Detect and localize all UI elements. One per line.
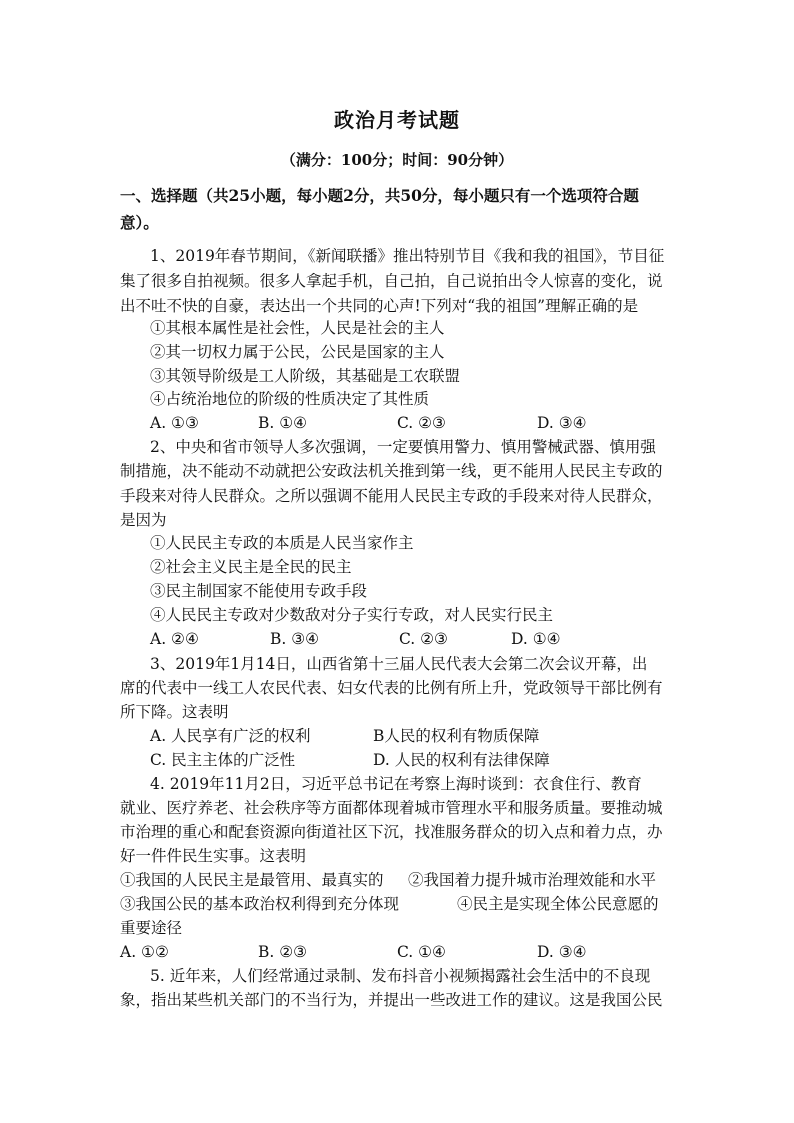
q2-item: ①人民民主专政的本质是人民当家作主 [150, 534, 414, 552]
q3-option-c: C. 民主主体的广泛性 [150, 751, 296, 769]
q1-item: ④占统治地位的阶级的性质决定了其性质 [150, 390, 430, 408]
q1-stem-line: 出不吐不快的自豪，表达出一个共同的心声!下列对“我的祖国”理解正确的是 [120, 297, 639, 315]
q1-stem-line: 集了很多自拍视频。很多人拿起手机，自己拍，自己说拍出令人惊喜的变化，说 [120, 272, 663, 290]
q1-option-c: C. ②③ [397, 414, 446, 432]
q1-option-b: B. ①④ [258, 414, 308, 432]
q1-option-a: A. ①③ [150, 414, 199, 432]
q4-item: ③我国公民的基本政治权利得到充分体现 [120, 895, 400, 913]
q4-stem-line: 好一件件民生实事。这表明 [120, 847, 307, 865]
q2-item: ②社会主义民主是全民的民主 [150, 558, 352, 576]
q2-stem-line: 手段来对待人民群众。之所以强调不能用人民民主专政的手段来对待人民群众， [120, 487, 663, 505]
q2-item: ③民主制国家不能使用专政手段 [150, 582, 368, 600]
q4-item: ④民主是实现全体公民意愿的 [457, 895, 659, 913]
q4-stem-line: 就业、医疗养老、社会秩序等方面都体现着城市管理水平和服务质量。要推动城 [120, 799, 663, 817]
q2-option-a: A. ②④ [150, 630, 199, 648]
q2-item: ④人民民主专政对少数敌对分子实行专政，对人民实行民主 [150, 606, 554, 624]
q2-stem-line: 2、中央和省市领导人多次强调，一定要慎用警力、慎用警械武器、慎用强 [150, 438, 656, 456]
q4-stem-line: 4. 2019年11月2日，习近平总书记在考察上海时谈到：衣食住行、教育 [150, 775, 642, 793]
q1-stem-line: 1、2019年春节期间，《新闻联播》推出特别节目《我和我的祖国》，节目征 [150, 247, 665, 265]
q4-item: ①我国的人民民主是最管用、最真实的 [120, 871, 384, 889]
q2-stem-line: 制措施，决不能动不动就把公安政法机关推到第一线，更不能用人民民主专政的 [120, 462, 663, 480]
q2-option-b: B. ③④ [270, 630, 320, 648]
q4-item: 重要途径 [120, 919, 183, 937]
q2-stem-line: 是因为 [120, 511, 167, 529]
section-heading: 一、选择题（共25小题，每小题2分，共50分，每小题只有一个选项符合题 [120, 186, 639, 205]
q3-option-a: A. 人民享有广泛的权利 [150, 727, 311, 745]
page-subtitle: （满分：100分；时间：90分钟） [280, 151, 514, 169]
q1-option-d: D. ③④ [537, 414, 587, 432]
q4-stem-line: 市治理的重心和配套资源向街道社区下沉，找准服务群众的切入点和着力点，办 [120, 823, 663, 841]
q4-option-b: B. ②③ [258, 943, 308, 961]
q2-option-c: C. ②③ [399, 630, 448, 648]
q3-stem-line: 席的代表中一线工人农民代表、妇女代表的比例有所上升，党政领导干部比例有 [120, 679, 663, 697]
q1-item: ②其一切权力属于公民，公民是国家的主人 [150, 343, 445, 361]
q4-option-d: D. ③④ [537, 943, 587, 961]
q4-option-c: C. ①④ [397, 943, 446, 961]
q3-option-d: D. 人民的权利有法律保障 [373, 751, 550, 769]
q5-stem-line: 象，指出某些机关部门的不当行为，并提出一些改进工作的建议。这是我国公民 [120, 991, 663, 1009]
section-heading-cont: 意）。 [120, 213, 159, 232]
q3-stem-line: 3、2019年1月14日，山西省第十三届人民代表大会第二次会议开幕，出 [150, 655, 648, 673]
page-title: 政治月考试题 [334, 108, 460, 132]
q1-item: ③其领导阶级是工人阶级，其基础是工农联盟 [150, 367, 461, 385]
q3-stem-line: 所下降。这表明 [120, 703, 229, 721]
q4-option-a: A. ①② [120, 943, 169, 961]
q2-option-d: D. ①④ [511, 630, 561, 648]
q3-option-b: B人民的权利有物质保障 [373, 727, 540, 745]
q4-item: ②我国着力提升城市治理效能和水平 [408, 871, 657, 889]
q1-item: ①其根本属性是社会性，人民是社会的主人 [150, 319, 445, 337]
q5-stem-line: 5. 近年来，人们经常通过录制、发布抖音小视频揭露社会生活中的不良现 [150, 967, 651, 985]
